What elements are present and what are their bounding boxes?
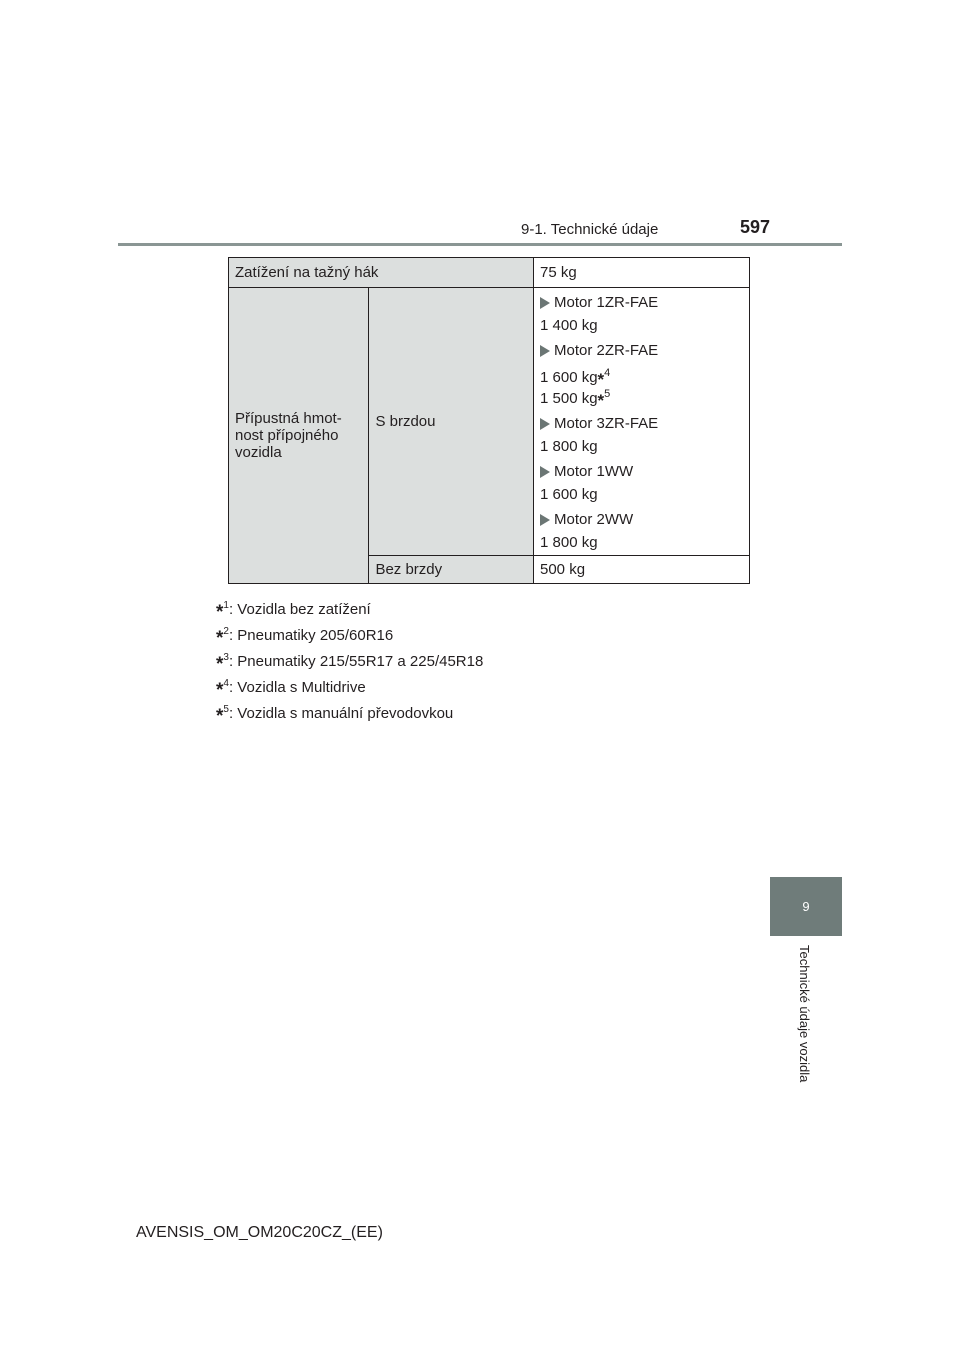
engine-item xyxy=(540,342,743,410)
engine-value: 1 400 kg xyxy=(540,317,598,334)
engine-value: 1 800 kg xyxy=(540,534,598,551)
engine-value-b: 1 500 kg xyxy=(540,390,598,407)
engine-name: Motor 2ZR-FAE xyxy=(554,342,659,359)
engine-value: 1 600 kg xyxy=(540,486,598,503)
header-divider xyxy=(118,243,842,246)
engine-value xyxy=(540,365,743,410)
footnote-asterisk: * xyxy=(597,370,605,389)
engine-name: Motor 1WW xyxy=(554,463,634,480)
engine-value-a: 1 600 kg xyxy=(540,369,598,386)
hitch-load-label: Zatížení na tažný hák xyxy=(229,258,534,288)
hitch-load-value: 75 kg xyxy=(534,258,750,288)
engine-name: Motor 3ZR-FAE xyxy=(554,415,659,432)
with-brake-label: S brzdou xyxy=(369,288,534,556)
page-number: 597 xyxy=(740,217,771,237)
engine-value: 1 800 kg xyxy=(540,438,598,455)
footnote-text: : Vozidla bez zatížení xyxy=(228,601,371,618)
footnote-number: 3 xyxy=(223,652,229,663)
chapter-tab[interactable] xyxy=(770,877,842,936)
footnote-ref: 5 xyxy=(604,388,611,400)
triangle-right-icon xyxy=(540,514,550,526)
footnote-item xyxy=(216,671,483,701)
without-brake-value: 500 kg xyxy=(534,556,750,584)
engine-name: Motor 2WW xyxy=(554,511,634,528)
footnote-asterisk: * xyxy=(597,391,605,410)
trailer-weight-label: Přípustná hmot- nost přípojného vozidla xyxy=(229,288,369,584)
footnote-text: : Pneumatiky 205/60R16 xyxy=(228,627,394,644)
engine-item xyxy=(540,511,743,551)
without-brake-label: Bez brzdy xyxy=(369,556,534,584)
footnote-text: : Vozidla s Multidrive xyxy=(228,679,366,696)
triangle-right-icon xyxy=(540,297,550,309)
footnote-item xyxy=(216,697,483,727)
chapter-tab-label: Technické údaje vozidla xyxy=(797,945,812,1083)
footnote-number: 1 xyxy=(223,600,229,611)
triangle-right-icon xyxy=(540,345,550,357)
footnote-asterisk: * xyxy=(216,706,224,727)
engine-item xyxy=(540,415,743,455)
footnotes xyxy=(216,593,484,727)
footnote-item xyxy=(216,593,483,623)
triangle-right-icon xyxy=(540,418,550,430)
footnote-number: 2 xyxy=(223,626,229,637)
section-title: 9-1. Technické údaje xyxy=(521,221,659,238)
footnote-number: 5 xyxy=(223,704,229,715)
engine-item xyxy=(540,463,743,503)
engine-name: Motor 1ZR-FAE xyxy=(554,294,659,311)
table-row xyxy=(229,258,750,288)
footnote-text: : Pneumatiky 215/55R17 a 225/45R18 xyxy=(228,653,484,670)
footnote-asterisk: * xyxy=(216,628,224,649)
towing-spec-table xyxy=(228,257,750,584)
footnote-item xyxy=(216,645,484,675)
engine-list xyxy=(534,288,750,556)
footnote-number: 4 xyxy=(223,678,229,689)
engine-item xyxy=(540,294,743,334)
footnote-asterisk: * xyxy=(216,602,224,623)
table-row xyxy=(229,288,750,556)
document-id: AVENSIS_OM_OM20C20CZ_(EE) xyxy=(136,1224,383,1241)
footnote-asterisk: * xyxy=(216,654,224,675)
footnote-asterisk: * xyxy=(216,680,224,701)
chapter-number: 9 xyxy=(802,899,810,914)
footnote-ref: 4 xyxy=(604,367,611,379)
footnote-text: : Vozidla s manuální převodovkou xyxy=(228,705,454,722)
footnote-item xyxy=(216,619,483,649)
triangle-right-icon xyxy=(540,466,550,478)
